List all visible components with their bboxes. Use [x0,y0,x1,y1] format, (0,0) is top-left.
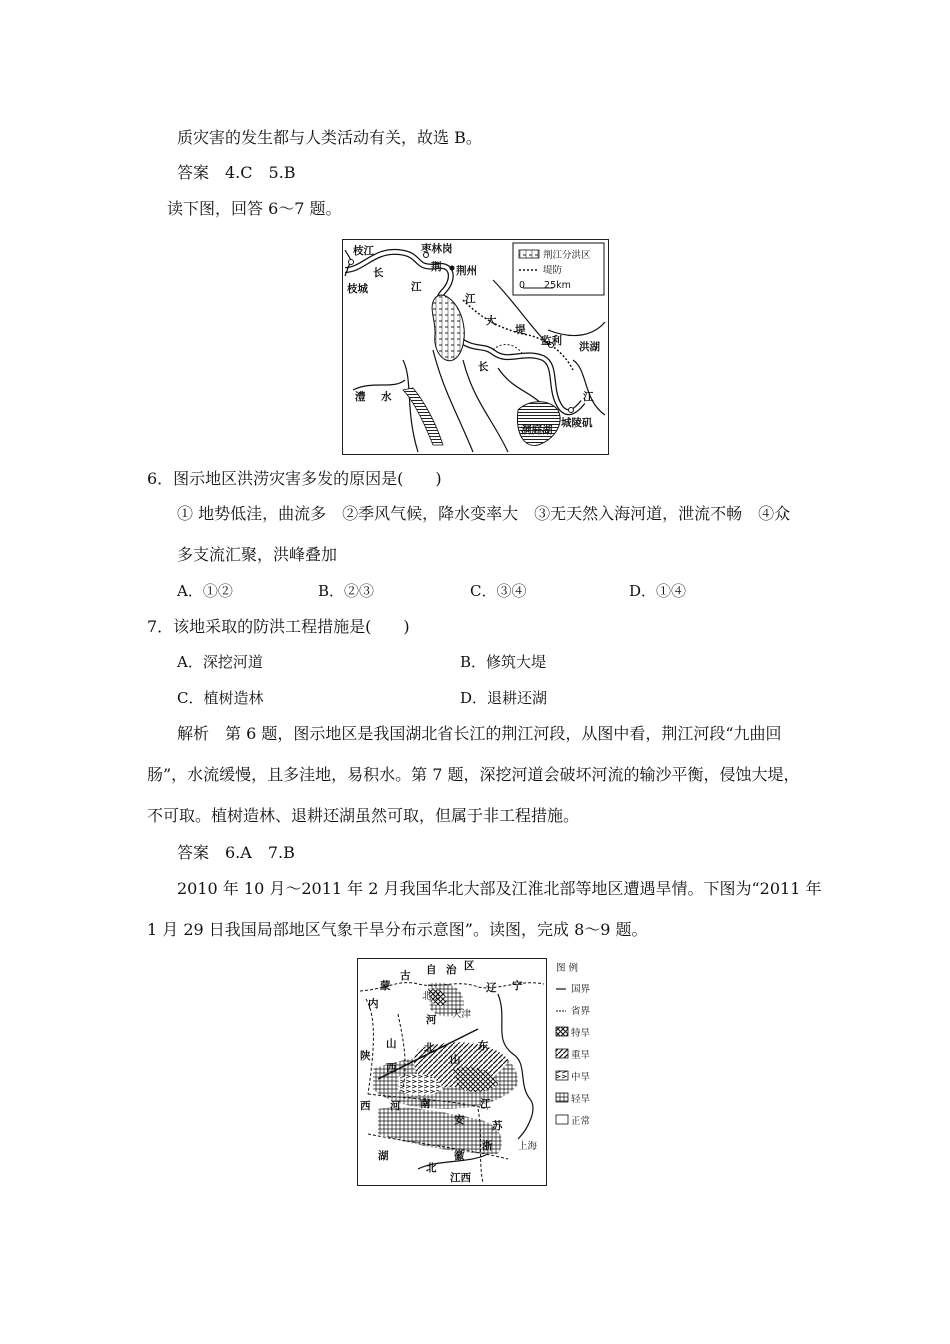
legend-title: 图 例 [556,963,579,974]
place-chang2: 长 [478,361,489,373]
legend-normal: 正常 [571,1116,591,1127]
place-gu: 古 [400,970,411,982]
place-da: 大 [486,315,497,327]
place-he1: 河 [426,1014,437,1026]
place-shan1: 山 [386,1038,397,1050]
place-ning: 宁 [512,980,523,992]
place-su: 苏 [492,1120,503,1132]
place-dongtinghu: 洞庭湖 [521,424,553,436]
place-honghu: 洪湖 [579,341,600,353]
jingjiang-map-drawing [343,240,608,454]
place-zaolingang: 枣林岗 [421,243,453,255]
legend-national-border: 国界 [571,984,591,995]
q7-option-b: B．修筑大堤 [460,653,547,671]
place-zi: 自 [426,964,437,976]
question-7: 7．该地采取的防洪工程措施是( ) [147,617,410,636]
paragraph-drought-1: 2010 年 10 月～2011 年 2 月我国华北大部及江淮北部等地区遭遇旱情。下图为“2011 年 [177,879,822,898]
place-jiangxi: 江西 [450,1172,471,1184]
place-chenglingji: 城陵矶 [561,417,593,429]
place-jiang: 江 [480,1098,491,1110]
explanation-line-1: 解析 第 6 题，图示地区是我国湖北省长江的荆江河段，从图中看，荆江河段“九曲回 [177,724,782,743]
place-hu: 湖 [378,1150,389,1162]
place-xi2: 西 [360,1100,371,1112]
q7-option-d: D．退耕还湖 [460,689,548,707]
place-tianjin: 天津 [452,1009,472,1020]
place-jianli: 监利 [541,335,562,347]
question-6-statements-cont: 多支流汇聚，洪峰叠加 [177,545,338,564]
place-nan: 南 [420,1098,431,1110]
place-zhicheng: 枝城 [347,283,368,295]
legend-extreme-drought: 特旱 [571,1028,591,1039]
legend-light-drought: 轻旱 [571,1094,591,1105]
q6-option-c: C．③④ [470,582,527,600]
place-shaan: 陕 [360,1050,371,1062]
place-an: 安 [454,1114,465,1126]
place-hui: 徽 [454,1150,465,1162]
place-bei2: 北 [426,1162,437,1174]
instruction-line: 读下图，回答 6～7 题。 [167,199,342,218]
drought-map [357,958,591,1186]
place-di: 堤 [515,324,526,336]
place-jing: 荆 [431,261,442,273]
question-6-statements: ① 地势低洼，曲流多 ②季风气候，降水变率大 ③无天然入海河道，泄流不畅 ④众 [177,504,791,523]
legend-severe-drought: 重旱 [571,1050,591,1061]
scale-label: 0 25km [519,280,571,291]
legend-dike: 堤防 [543,265,563,276]
place-qu: 区 [464,960,475,972]
q7-option-a: A．深挖河道 [177,653,263,671]
place-dong: 东 [478,1040,489,1052]
legend-flood-area: 荆江分洪区 [543,250,591,261]
place-zhi: 治 [446,964,457,976]
paragraph-drought-2: 1 月 29 日我国局部地区气象干旱分布示意图”。读图，完成 8～9 题。 [147,920,648,939]
answer-line: 答案 4.C 5.B [177,163,296,182]
q7-option-c: C．植树造林 [177,689,264,707]
place-meng: 蒙 [380,980,391,992]
jingjiang-map [342,239,609,455]
place-jiang1: 江 [411,281,422,293]
answer-line-2: 答案 6.A 7.B [177,843,295,862]
place-shan2: 山 [450,1054,461,1066]
legend-provincial-border: 省界 [571,1006,591,1017]
place-beijing: 北京 [422,991,442,1002]
place-jingzhou: 荆州 [456,265,477,277]
explanation-line-2: 肠”，水流缓慢，且多洼地，易积水。第 7 题，深挖河道会破坏河流的输沙平衡，侵蚀大堤， [147,765,800,784]
q6-option-a: A．①② [177,582,233,600]
q6-option-b: B．②③ [318,582,375,600]
legend-moderate-drought: 中旱 [571,1072,591,1083]
place-chang1: 长 [373,267,384,279]
place-bei1: 北 [424,1042,435,1054]
place-he2: 河 [390,1100,401,1112]
text-line: 质灾害的发生都与人类活动有关，故选 B。 [177,128,482,147]
place-shanghai: 上海 [518,1141,538,1152]
place-liao: 辽 [486,982,497,994]
place-zhe: 浙 [482,1140,493,1152]
place-jiang2: 江 [465,293,476,305]
q6-option-d: D．①④ [629,582,687,600]
question-6: 6．图示地区洪涝灾害多发的原因是( ) [147,469,442,488]
place-jiang3: 江 [583,391,594,403]
place-xi1: 西 [386,1062,397,1074]
place-nei: 内 [368,998,379,1010]
place-li: 澧 [355,391,366,403]
explanation-line-3: 不可取。植树造林、退耕还湖虽然可取，但属于非工程措施。 [147,806,580,825]
place-shui: 水 [381,391,392,403]
place-zhijiang: 枝江 [353,245,374,257]
drought-map-drawing [358,959,591,1185]
